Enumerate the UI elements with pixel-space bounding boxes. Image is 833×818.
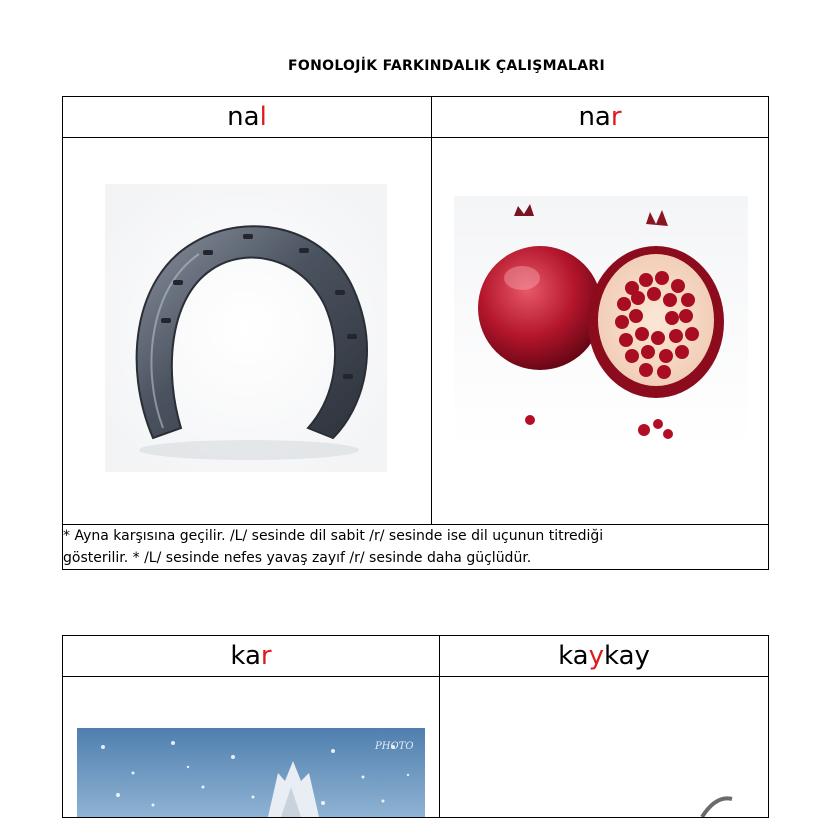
word-prefix: na <box>227 102 260 132</box>
image-cell-horseshoe <box>63 138 432 525</box>
pomegranate-image <box>432 138 769 524</box>
word-prefix: ka <box>558 641 589 671</box>
word-highlight-letter: r <box>260 641 272 671</box>
page-title: FONOLOJİK FARKINDALIK ÇALIŞMALARI <box>288 58 605 74</box>
word-table-2 <box>62 635 769 818</box>
skateboard-image <box>440 677 769 817</box>
word-prefix: ka <box>230 641 261 671</box>
image-cell-skateboard <box>440 677 769 818</box>
note-line-2: gösterilir. * /L/ sesinde nefes yavaş zayıf /r/ sesinde daha güçlüdür. <box>63 550 532 566</box>
image-cell-pomegranate <box>432 138 769 525</box>
photo-watermark: PHOTO <box>375 741 414 752</box>
instruction-note <box>63 525 769 570</box>
word-highlight-letter: r <box>610 102 622 132</box>
word-cell-nal <box>63 97 432 138</box>
word-highlight-letter: y <box>588 641 604 671</box>
horseshoe-image <box>63 138 432 524</box>
word-cell-kaykay <box>440 636 769 677</box>
word-cell-kar <box>63 636 440 677</box>
word-cell-nar <box>432 97 769 138</box>
word-highlight-letter: l <box>259 102 267 132</box>
word-table-1 <box>62 96 769 570</box>
word-suffix: kay <box>604 641 650 671</box>
image-cell-snowy-tree <box>63 677 440 818</box>
word-prefix: na <box>578 102 611 132</box>
snowy-tree-image <box>63 677 440 817</box>
note-line-1: * Ayna karşısına geçilir. /L/ sesinde dil sabit /r/ sesinde ise dil uçunun titrediği <box>63 528 604 544</box>
